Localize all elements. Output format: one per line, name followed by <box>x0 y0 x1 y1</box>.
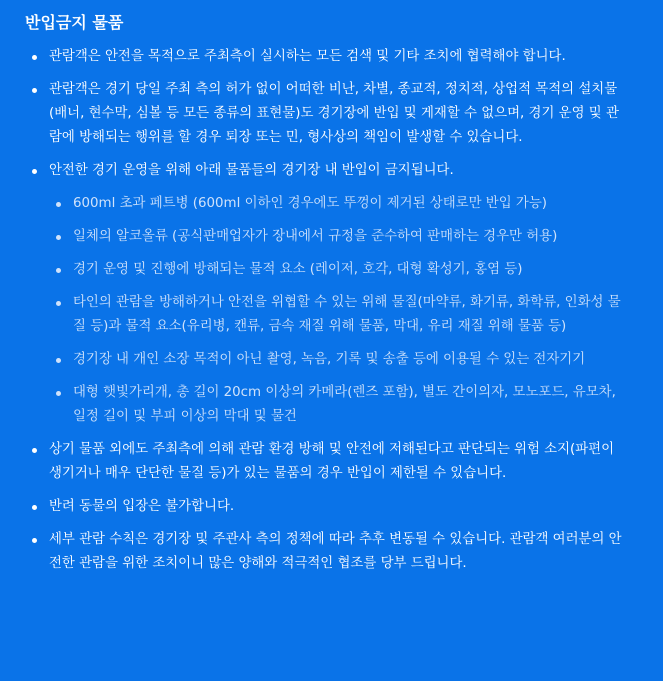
prohibited-item: 일체의 알코올류 (공식판매업자가 장내에서 규정을 준수하여 판매하는 경우만 허용) <box>49 225 623 249</box>
rule-item <box>25 159 623 429</box>
rule-item: 관람객은 안전을 목적으로 주최측이 실시하는 모든 검색 및 기타 조치에 협력해야 합니다. <box>25 45 623 69</box>
rule-item-text: 안전한 경기 운영을 위해 아래 물품들의 경기장 내 반입이 금지됩니다. <box>49 163 454 178</box>
prohibited-item: 경기장 내 개인 소장 목적이 아닌 촬영, 녹음, 기록 및 송출 등에 이용될 수 있는 전자기기 <box>49 348 623 372</box>
rule-item: 상기 물품 외에도 주최측에 의해 관람 환경 방해 및 안전에 저해된다고 판단되는 위험 소지(파편이 생기거나 매우 단단한 물질 등)가 있는 물품의 경우 반입이 제한될 수 있습니다. <box>25 438 623 486</box>
rules-list <box>25 45 623 576</box>
rule-item: 세부 관람 수칙은 경기장 및 주관사 측의 정책에 따라 추후 변동될 수 있습니다. 관람객 여러분의 안전한 관람을 위한 조치이니 많은 양해와 적극적인 협조를 당부 드립니다. <box>25 528 623 576</box>
rule-item: 관람객은 경기 당일 주최 측의 허가 없이 어떠한 비난, 차별, 종교적, 정치적, 상업적 목적의 설치물(배너, 현수막, 심볼 등 모든 종류의 표현물)도 경기장에 반입 및 게재할 수 없으며, 경기 운영 및 관람에 방해되는 행위를 할 경우 퇴장 또는 민, 형사상의 책임이 발생할 수 있습니다. <box>25 78 623 150</box>
prohibited-item: 경기 운영 및 진행에 방해되는 물적 요소 (레이저, 호각, 대형 확성기, 홍염 등) <box>49 258 623 282</box>
section-title: 반입금지 물품 <box>25 13 124 32</box>
prohibited-items-list <box>49 192 623 429</box>
prohibited-item: 타인의 관람을 방해하거나 안전을 위협할 수 있는 위해 물질(마약류, 화기류, 화학류, 인화성 물질 등)과 물적 요소(유리병, 캔류, 금속 재질 위해 물품, 막대, 유리 재질 위해 물품 등) <box>49 291 623 339</box>
rule-item: 반려 동물의 입장은 불가합니다. <box>25 495 623 519</box>
prohibited-item: 600ml 초과 페트병 (600ml 이하인 경우에도 뚜껑이 제거된 상태로만 반입 가능) <box>49 192 623 216</box>
prohibited-item: 대형 햇빛가리개, 총 길이 20cm 이상의 카메라(렌즈 포함), 별도 간이의자, 모노포드, 유모차, 일정 길이 및 부피 이상의 막대 및 물건 <box>49 381 623 429</box>
